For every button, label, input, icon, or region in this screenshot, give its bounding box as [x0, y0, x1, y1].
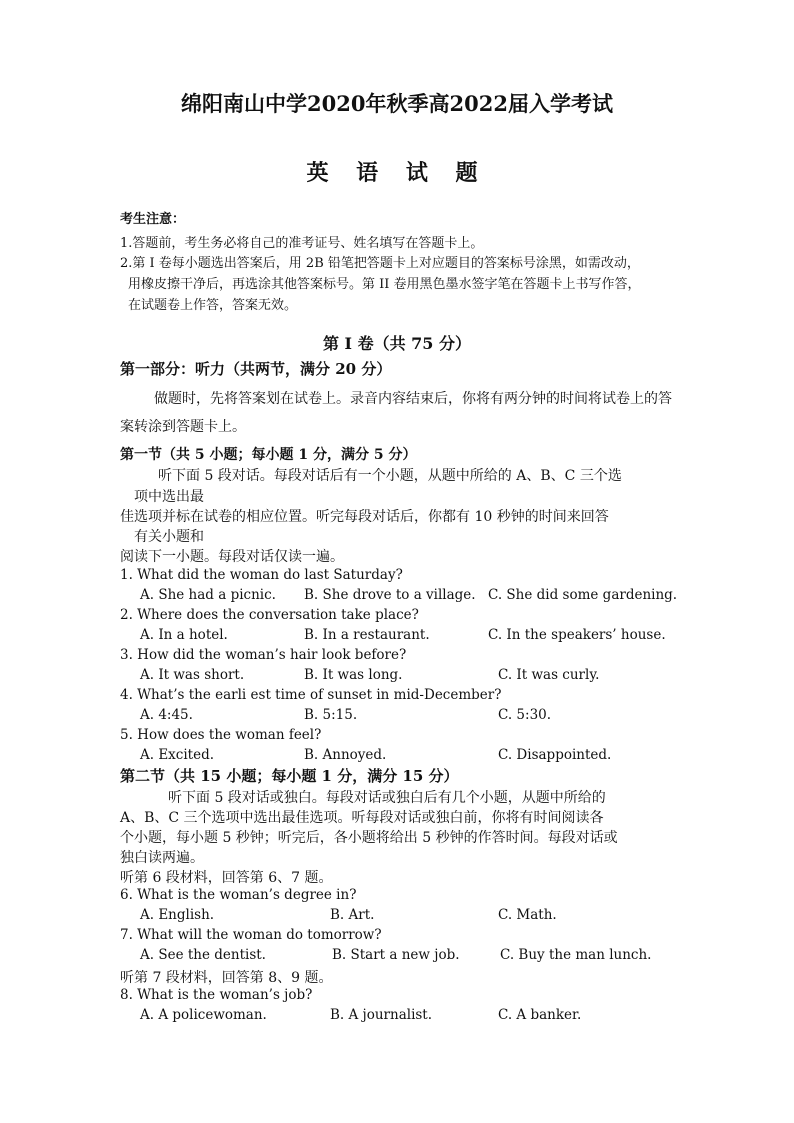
question-8: 8. What is the woman’s job?	[120, 987, 313, 1003]
section2-intro-line-2: A、B、C 三个选项中选出最佳选项。听每段对话或独白前，你将有时间阅读各	[120, 810, 604, 826]
question-6-option-a: A. English.	[140, 907, 215, 923]
question-8-option-b: B. A journalist.	[330, 1007, 433, 1023]
question-6-option-b: B. Art.	[330, 907, 375, 923]
question-4-option-c: C. 5:30.	[498, 707, 552, 723]
notice-line-2: 2.第 I 卷每小题选出答案后，用 2B 铅笔把答题卡上对应题目的答案标号涂黑，如需改动，	[120, 256, 640, 271]
question-6: 6. What is the woman’s degree in?	[120, 887, 357, 903]
section1-intro-line-1: 听下面 5 段对话。每段对话后有一个小题，从题中所给的 A、B、C 三个选	[158, 468, 622, 484]
question-3-option-b: B. It was long.	[304, 667, 403, 683]
question-7-option-b: B. Start a new job.	[332, 947, 460, 963]
question-8-option-c: C. A banker.	[498, 1007, 582, 1023]
section1-intro-line-3: 佳选项并标在试卷的相应位置。听完每段对话后，你都有 10 秒钟的时间来回答	[120, 509, 609, 525]
part1-intro-line-2: 案转涂到答题卡上。	[120, 419, 246, 435]
question-5-option-c: C. Disappointed.	[498, 747, 612, 763]
section2-intro-line-1: 听下面 5 段对话或独白。每段对话或独白后有几个小题，从题中所给的	[168, 790, 606, 806]
question-3-option-a: A. It was short.	[140, 667, 245, 683]
notice-line-4: 在试题卷上作答，答案无效。	[128, 298, 298, 313]
section2-material-7: 听第 7 段材料，回答第 8、9 题。	[120, 970, 333, 986]
exam-title: 绵阳南山中学2020年秋季高2022届入学考试	[181, 91, 613, 116]
question-1: 1. What did the woman do last Saturday?	[120, 567, 403, 583]
question-2-option-c: C. In the speakers’ house.	[488, 627, 666, 643]
question-7-option-c: C. Buy the man lunch.	[500, 947, 652, 963]
question-4-option-b: B. 5:15.	[304, 707, 358, 723]
question-3: 3. How did the woman’s hair look before?	[120, 647, 407, 663]
question-7: 7. What will the woman do tomorrow?	[120, 927, 382, 943]
section1-intro-line-5: 阅读下一小题。每段对话仅读一遍。	[120, 549, 344, 565]
question-4: 4. What’s the earli est time of sunset in mid-December?	[120, 687, 502, 703]
question-7-option-a: A. See the dentist.	[140, 947, 266, 963]
question-3-option-c: C. It was curly.	[498, 667, 600, 683]
question-5-option-a: A. Excited.	[140, 747, 215, 763]
section2-intro-line-4: 独白读两遍。	[120, 850, 204, 866]
question-8-option-a: A. A policewoman.	[140, 1007, 267, 1023]
question-4-option-a: A. 4:45.	[140, 707, 193, 723]
part1-intro-line-1: 做题时，先将答案划在试卷上。录音内容结束后，你将有两分钟的时间将试卷上的答	[154, 391, 672, 407]
question-2: 2. Where does the conversation take place?	[120, 607, 419, 623]
section2-heading: 第二节（共 15 小题；每小题 1 分，满分 15 分）	[120, 767, 459, 785]
notice-line-3: 用橡皮擦干净后，再选涂其他答案标号。第 II 卷用黑色墨水签字笔在答题卡上书写作答，	[128, 277, 641, 292]
question-6-option-c: C. Math.	[498, 907, 557, 923]
notice-line-1: 1.答题前，考生务必将自己的准考证号、姓名填写在答题卡上。	[120, 236, 484, 251]
section1-heading: 第一节（共 5 小题；每小题 1 分，满分 5 分）	[120, 447, 417, 463]
part1-heading: 第一部分：听力（共两节，满分 20 分）	[120, 360, 392, 378]
section1-intro-line-4: 有关小题和	[134, 529, 204, 545]
section1-intro-line-2: 项中选出最	[134, 489, 204, 505]
section2-intro-line-3: 个小题，每小题 5 秒钟；听完后，各小题将给出 5 秒钟的作答时间。每段对话或	[120, 830, 618, 846]
question-1-option-a: A. She had a picnic.	[140, 587, 276, 603]
question-5: 5. How does the woman feel?	[120, 727, 322, 743]
notice-heading: 考生注意：	[120, 212, 186, 227]
question-1-option-b: B. She drove to a village.	[304, 587, 476, 603]
exam-subtitle: 英 语 试 题	[306, 160, 488, 186]
question-5-option-b: B. Annoyed.	[304, 747, 387, 763]
section2-material-6: 听第 6 段材料，回答第 6、7 题。	[120, 870, 333, 886]
question-1-option-c: C. She did some gardening.	[488, 587, 678, 603]
question-2-option-b: B. In a restaurant.	[304, 627, 430, 643]
section-title: 第 I 卷（共 75 分）	[322, 334, 472, 353]
question-2-option-a: A. In a hotel.	[140, 627, 228, 643]
